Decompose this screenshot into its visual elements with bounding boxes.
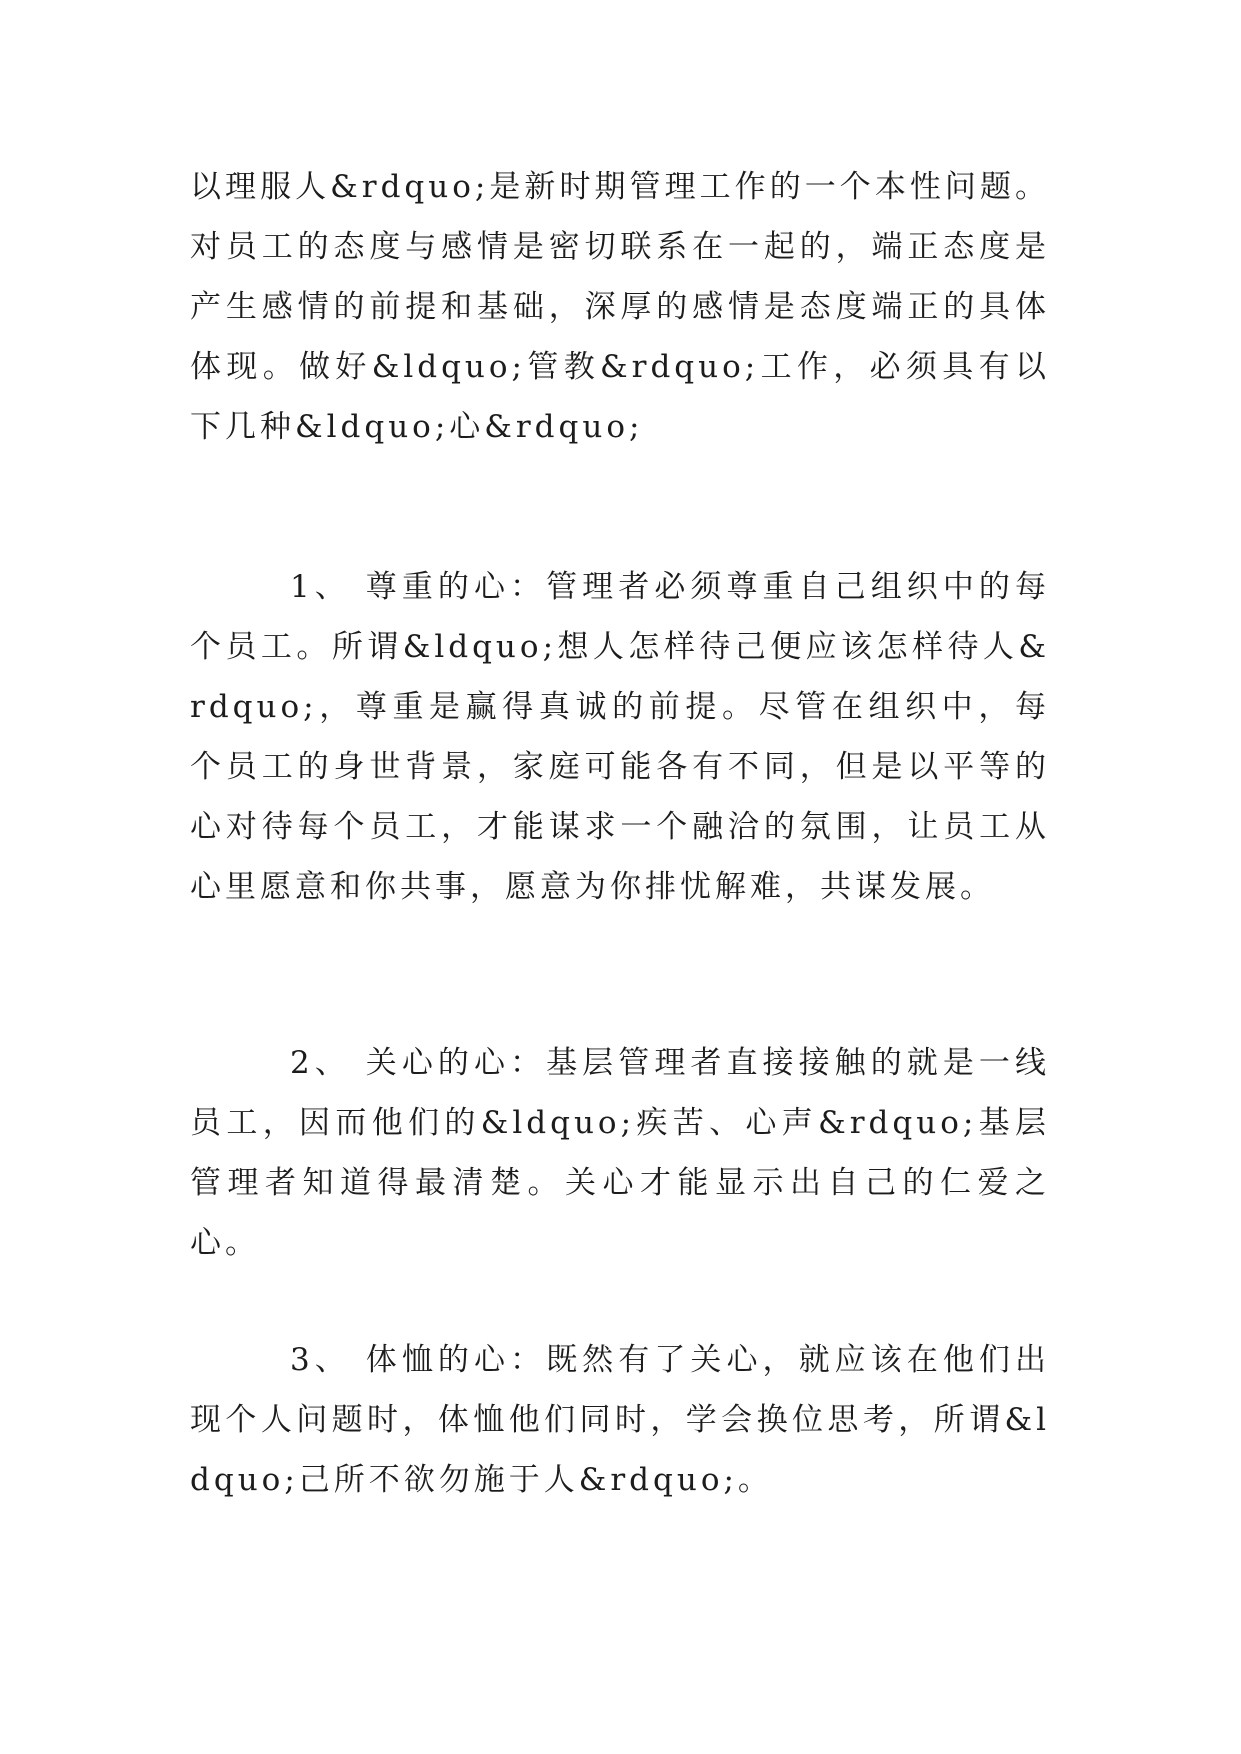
empathy-paragraph: 3、 体恤的心：既然有了关心，就应该在他们出现个人问题时，体恤他们同时，学会换位思考，所谓&ldquo;己所不欲勿施于人&rdquo;。 <box>190 1342 1050 1498</box>
intro-paragraph: 以理服人&rdquo;是新时期管理工作的一个本性问题。对员工的态度与感情是密切联系在一起的，端正态度是产生感情的前提和基础，深厚的感情是态度端正的具体体现。做好&ldquo;管教&rdquo;工作，必须具有以下几种&ldquo;心&rdquo; <box>190 169 1050 445</box>
respect-paragraph: 1、 尊重的心：管理者必须尊重自己组织中的每个员工。所谓&ldquo;想人怎样待己便应该怎样待人&rdquo;，尊重是赢得真诚的前提。尽管在组织中，每个员工的身世背景，家庭可能各有不同，但是以平等的心对待每个员工，才能谋求一个融洽的氛围，让员工从心里愿意和你共事，愿意为你排忧解难，共谋发展。 <box>190 569 1050 905</box>
care-paragraph: 2、 关心的心：基层管理者直接接触的就是一线员工，因而他们的&ldquo;疾苦、心声&rdquo;基层管理者知道得最清楚。关心才能显示出自己的仁爱之心。 <box>190 1045 1050 1261</box>
